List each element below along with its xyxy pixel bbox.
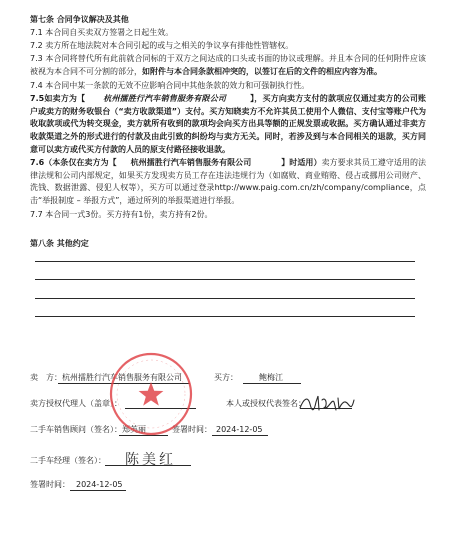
clause-7-5 (30, 93, 426, 157)
buyer-name: 鲍梅江 (243, 372, 301, 384)
clause-7-6-company: 杭州擂胜行汽车销售服务有限公司 (130, 158, 252, 167)
sign-time-label: 签署时间： (172, 425, 212, 434)
clause-7-4: 7.4 本合同中某一条款的无效不应影响合同中其他条款的效力和可强制执行性。 (30, 81, 310, 90)
clause-7-6-suffix: 】时适用） (281, 158, 322, 167)
section7-title: 第七条 合同争议解决及其他 (30, 15, 129, 24)
clause-7-6 (30, 157, 426, 208)
sign-time-value: 2024-12-05 (70, 479, 126, 491)
section8-title: 第八条 其他约定 (30, 239, 89, 248)
clause-7-6-prefix: 7.6（本条仅在卖方为【 (30, 158, 117, 167)
clause-7-5-company: 杭州擂胜行汽车销售服务有限公司 (103, 94, 227, 103)
sign-time-value: 2024-12-05 (212, 424, 268, 436)
manager-label: 二手车经理（签名）： (30, 456, 106, 465)
company-seal-icon (109, 352, 193, 436)
clause-7-6-body: 卖方要求其员工遵守适用的法律法规和公司内部规定，如果买方发现卖方员工存在违法违规行为（如腐败、商业贿赂、侵占或挪用公司财产、洗钱、数据泄露、侵犯人权等），买方可以通过登录http://www.paig.com.cn/zh/company/compliance，点击“举报制度 – 举报方式”，通过所列的举报渠道进行举报。 (30, 158, 427, 206)
clause-7-5-prefix: 7.5如卖方为【 (30, 94, 86, 103)
seller-name: 杭州擂胜行汽车销售服务有限公司 (58, 372, 190, 384)
sign-time-label: 签署时间： (30, 480, 70, 489)
blank-line (35, 298, 415, 299)
clause-7-3-text: 7.3 本合同将替代所有此前就合同标的于双方之间达成的口头或书面的协议或理解。并且本合同的任何附件应该被视为本合同不可分割的部分， (30, 54, 426, 76)
seller-label: 卖 方： (30, 373, 62, 382)
clause-7-5-body: 】，买方向卖方支付的款项应仅通过卖方的公司账户或卖方的财务收银台（“卖方收款渠道”）支付。买方知晓卖方不允许其员工使用个人微信、支付宝等账户代为收取款项或代为转交现金，卖方就所有收到的款项均会向买方出具等额的正规发票或收据。买方确认通过非卖方收款渠道之外的形式进行的付款及由此引致的纠纷均与卖方无关。同时，若涉及到与本合同相关的退款，买方同意可以卖方或代买方付款的人员的原支付路径接收退款。 (30, 94, 427, 154)
clause-7-1: 7.1 本合同自买卖双方签署之日起生效。 (30, 28, 174, 37)
consultant-name: 郑英丽 (119, 424, 168, 436)
blank-line (35, 261, 415, 262)
clause-7-3 (30, 53, 426, 78)
seller-agent-label: 卖方授权代理人（盖章）： (30, 399, 122, 408)
manager-signature: 陈美红 (125, 452, 176, 468)
consultant-label: 二手车销售顾问（签名）： (30, 425, 122, 434)
clause-7-3-bold: 如附件与本合同条款相冲突的，以签订在后的文件的相应内容为准。 (142, 66, 382, 76)
clause-7-2: 7.2 卖方所在地法院对本合同引起的或与之相关的争议享有排他性管辖权。 (30, 41, 294, 50)
handwritten-signature-icon (298, 392, 356, 416)
clause-7-7: 7.7 本合同一式3份。买方持有1份，卖方持有2份。 (30, 210, 213, 219)
buyer-label: 买方： (214, 373, 238, 382)
buyer-sign-label: 本人或授权代表签名： (226, 399, 306, 408)
blank-line (35, 279, 415, 280)
blank-line (35, 316, 415, 317)
